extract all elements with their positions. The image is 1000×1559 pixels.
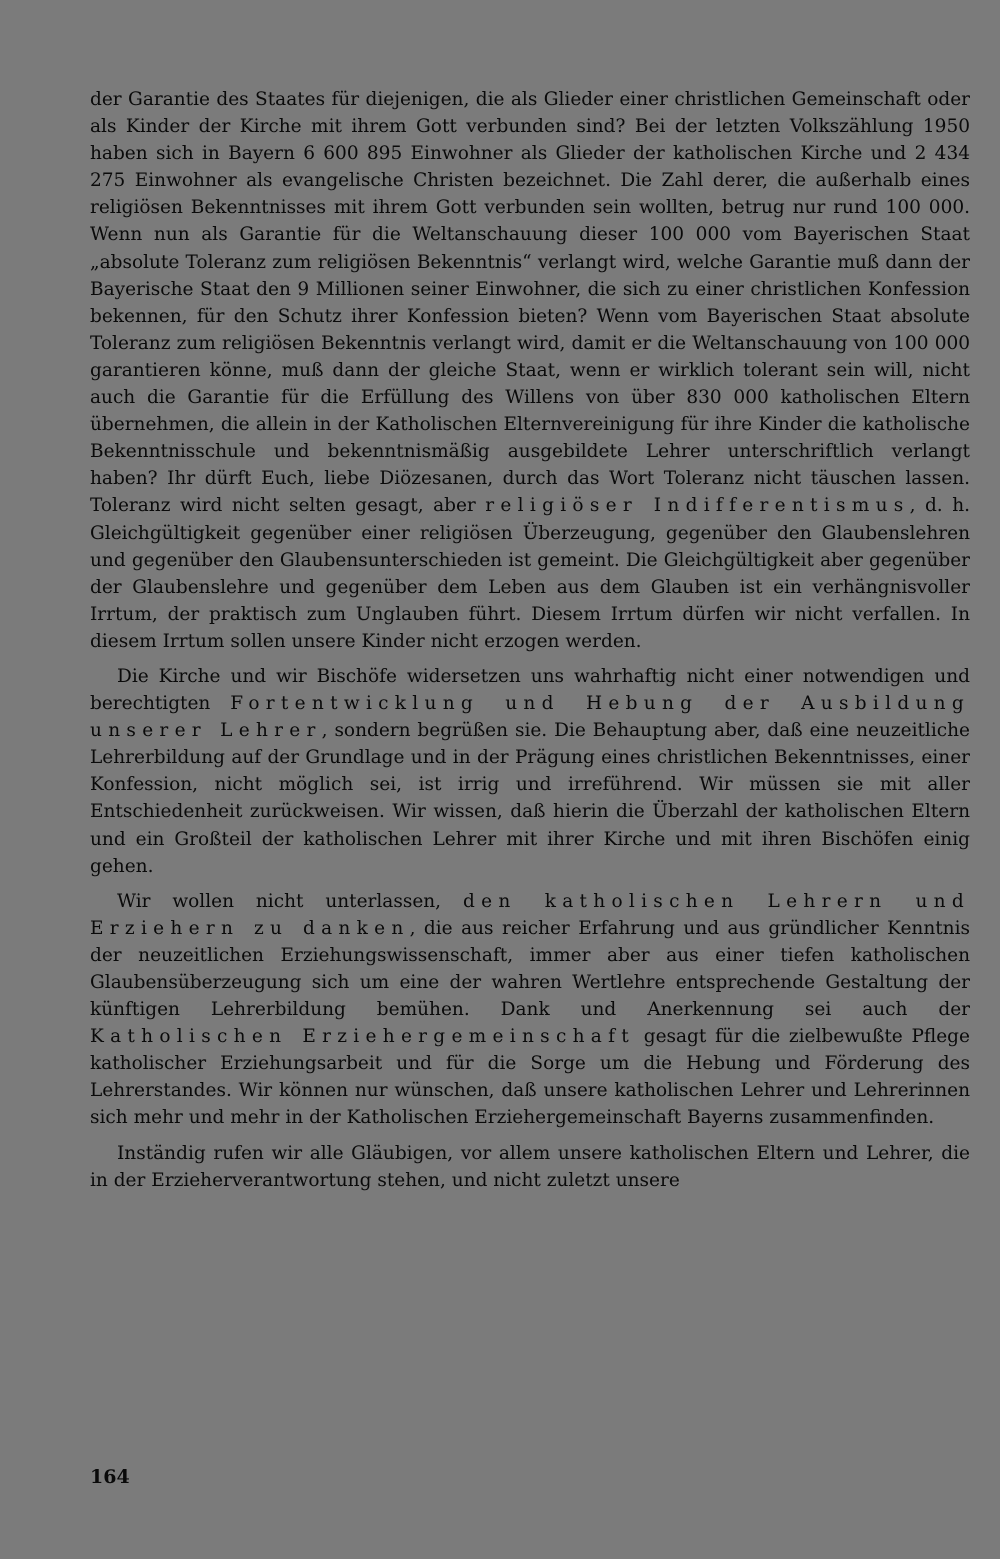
paragraph-1 [90, 86, 970, 655]
paragraph-1-text-2: , d. h. Gleichgültigkeit gegenüber einer religiösen Überzeugung, gegenüber den Glaubenslehren und gegenüber den Glaubensunterschieden ist gemeint. Die Gleichgültigkeit aber gegenüber der Glaubenslehre und gegenüber dem Leben aus dem Glauben ist ein verhängnisvoller Irrtum, der praktisch zum Unglauben führt. Diesem Irrtum dürfen wir nicht verfallen. In diesem Irrtum sollen unsere Kinder nicht erzogen werden. [90, 495, 970, 652]
paragraph-1-text-1: der Garantie des Staates für diejenigen, die als Glieder einer christlichen Gemeinschaft oder als Kinder der Kirche mit ihrem Gott verbunden sind? Bei der letzten Volkszählung 1950 haben sich in Bayern 6 600 895 Einwohner als Glieder der katholischen Kirche und 2 434 275 Einwohner als evangelische Christen bezeichnet. Die Zahl derer, die außerhalb eines religiösen Bekenntnisses mit ihrem Gott verbunden sein wollten, betrug nur rund 100 000. Wenn nun als Garantie für die Weltanschauung dieser 100 000 vom Bayerischen Staat „absolute Toleranz zum religiösen Bekenntnis“ verlangt wird, welche Garantie muß dann der Bayerische Staat den 9 Millionen seiner Einwohner, die sich zu einer christlichen Konfession bekennen, für den Schutz ihrer Konfession bieten? Wenn vom Bayerischen Staat absolute Toleranz zum religiösen Bekenntnis verlangt wird, damit er die Weltanschauung von 100 000 garantieren könne, muß dann der gleiche Staat, wenn er wirklich tolerant sein will, nicht auch die Garantie für die Erfüllung des Willens von über 830 000 katholischen Eltern übernehmen, die allein in der Katholischen Elternvereinigung für ihre Kinder die katholische Bekenntnisschule und bekenntnismäßig ausgebildete Lehrer unterschriftlich verlangt haben? Ihr dürft Euch, liebe Diözesanen, durch das Wort Toleranz nicht täuschen lassen. Toleranz wird nicht selten gesagt, aber [90, 89, 970, 517]
paragraph-2-spaced-emphasis: Fortentwicklung und Hebung der Ausbildung unserer Lehrer [90, 693, 970, 742]
paragraph-1-spaced-emphasis: religiöser Indifferentismus [485, 495, 910, 517]
paragraph-2-text-2: , sondern begrüßen sie. Die Behauptung aber, daß eine neuzeitliche Lehrerbildung auf der Grundlage und in der Prägung eines christlichen Bekenntnisses, einer Konfession, nicht möglich sei, ist irrig und irreführend. Wir müssen sie mit aller Entschiedenheit zurückweisen. Wir wissen, daß hierin die Überzahl der katholischen Eltern und ein Großteil der katholischen Lehrer mit ihrer Kirche und mit ihren Bischöfen einig gehen. [90, 720, 970, 877]
paragraph-3-spaced-emphasis-1: den katholischen Lehrern und Erziehern zu danken [90, 890, 971, 939]
paragraph-3-text-1: Wir wollen nicht unterlassen, [117, 890, 463, 912]
paragraph-4-text-1: Inständig rufen wir alle Gläubigen, vor allem unsere katholischen Eltern und Lehrer, die in der Erzieherverantwortung stehen, und nicht zuletzt unsere [90, 1142, 970, 1191]
paragraph-3-spaced-emphasis-2: Katholischen Erziehergemeinschaft [90, 1026, 635, 1048]
page-number: 164 [90, 1466, 130, 1488]
paragraph-2 [90, 663, 970, 880]
paragraph-3-text-3: gesagt für die zielbewußte Pflege katholischer Erziehungsarbeit und für die Sorge um die Hebung und Förderung des Lehrerstandes. Wir können nur wünschen, daß unsere katholischen Lehrer und Lehrerinnen sich mehr und mehr in der Katholischen Erziehergemeinschaft Bayerns zusammenfinden. [90, 1026, 970, 1129]
paragraph-3 [90, 888, 970, 1132]
page-body [90, 86, 970, 1194]
paragraph-3-text-2: , die aus reicher Erfahrung und aus gründlicher Kenntnis der neuzeitlichen Erziehungswissenschaft, immer aber aus einer tiefen katholischen Glaubensüberzeugung sich um eine der wahren Wertlehre entsprechende Gestaltung der künftigen Lehrerbildung bemühen. Dank und Anerkennung sei auch der [90, 917, 971, 1021]
paragraph-2-text-1: Die Kirche und wir Bischöfe widersetzen uns wahrhaftig nicht einer notwendigen und berechtigten [90, 665, 970, 715]
paragraph-4 [90, 1140, 970, 1194]
